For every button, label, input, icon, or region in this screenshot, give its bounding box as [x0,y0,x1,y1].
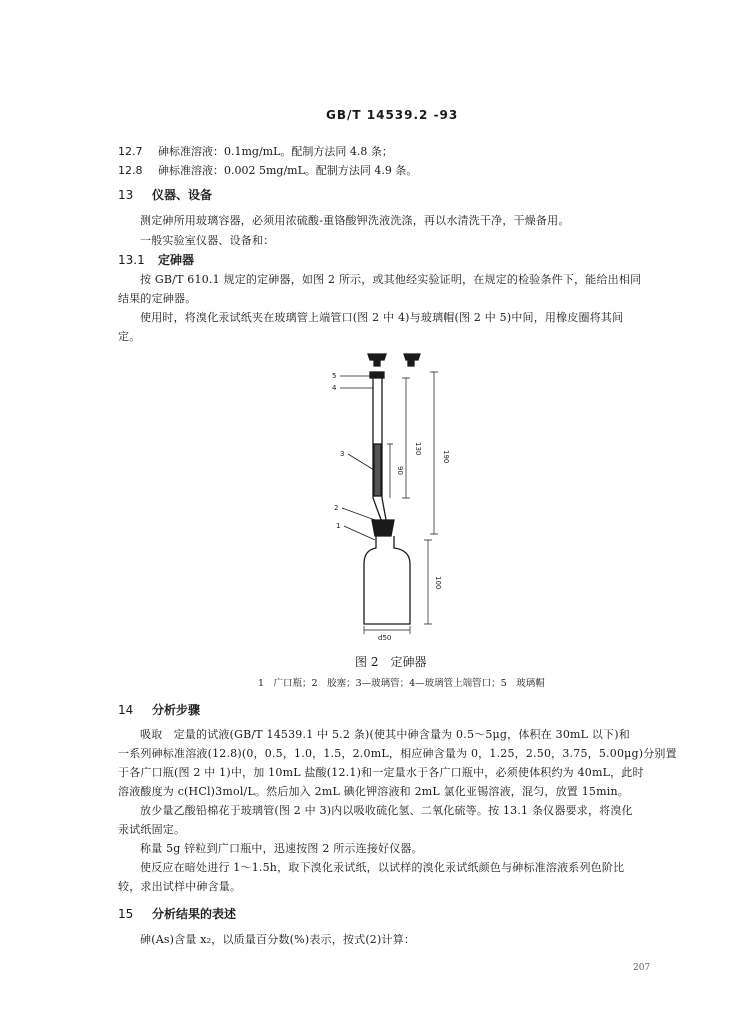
page-number: 207 [633,963,651,973]
paragraph: 定。 [118,330,141,343]
dimension-line [424,540,432,624]
label-1: 1 [336,522,341,530]
paragraph-line: 放少量乙酸铅棉花于玻璃管(图 2 中 3)内以吸收硫化氢、二氧化硫等。按 13.1 条仪器要求，将溴化 [140,804,633,817]
cotton-packing-icon [374,444,381,496]
item-number: 12.8 [118,164,143,177]
item-12-8 [118,162,417,178]
dimension-line [402,378,410,498]
subsection-number: 13.1 [118,253,145,267]
figure-legend: 1 广口瓶；2 胶塞；3—玻璃管；4—玻璃管上端管口；5 玻璃帽 [258,678,545,689]
paragraph: 结果的定砷器。 [118,292,197,305]
label-3: 3 [340,450,345,458]
label-2: 2 [334,504,339,512]
leader-line [342,508,375,520]
item-text: 砷标准溶液：0.002 5mg/mL。配制方法同 4.9 条。 [158,164,418,177]
dimension-190: 190 [442,450,450,464]
wide-mouth-bottle-icon [364,536,410,624]
glass-tube-wall [382,378,387,530]
standard-code: GB/T 14539.2 -93 [326,108,459,122]
section-title: 仪器、设备 [152,188,213,202]
leader-line [344,526,375,540]
leader-line [348,454,374,470]
glass-cap-icon [404,354,420,366]
paragraph-line: 溶液酸度为 c(HCl)3mol/L。然后加入 2mL 碘化钾溶液和 2mL 氯化亚锡溶液，混匀，放置 15min。 [118,785,629,798]
item-12-7 [118,143,393,159]
paragraph-line: 汞试纸固定。 [118,823,186,836]
paragraph: 砷(As)含量 x₂，以质量百分数(%)表示，按式(2)计算： [140,933,416,946]
rubber-stopper-icon [372,520,394,536]
subsection-title: 定砷器 [158,253,195,267]
paragraph: 按 GB/T 610.1 规定的定砷器，如图 2 所示，或其他经实验证明，在规定的检验条件下，能给出相同 [140,273,642,286]
dimension-130: 130 [414,442,422,456]
glass-cap-icon [368,354,386,366]
section-15-heading [118,905,236,922]
figure-caption: 图 2 定砷器 [355,655,427,669]
paragraph-line: 于各广口瓶(图 2 中 1)中，加 10mL 盐酸(12.1)和一定量水于各广口瓶中，必须使体积约为 40mL，此时 [118,766,644,779]
paragraph-line: 称量 5g 锌粒到广口瓶中，迅速按图 2 所示连接好仪器。 [140,842,423,855]
dimension-line [430,372,438,534]
section-title: 分析步骤 [152,703,201,717]
label-5: 5 [332,372,337,380]
section-title: 分析结果的表述 [152,907,237,921]
paragraph: 一般实验室仪器、设备和： [140,234,275,247]
item-text: 砷标准溶液：0.1mg/mL。配制方法同 4.8 条； [158,145,393,158]
section-13-heading [118,186,212,203]
paragraph-line: 吸取 定量的试液(GB/T 14539.1 中 5.2 条)(使其中砷含量为 0.5～5μg，体积在 30mL 以下)和 [140,728,630,741]
arsenic-apparatus-figure [330,350,460,640]
dimension-line [387,444,393,498]
dimension-100: 100 [434,576,442,590]
section-number: 13 [118,188,134,202]
section-number: 15 [118,907,134,921]
dimension-90: 90 [396,466,404,475]
paragraph: 使用时，将溴化汞试纸夹在玻璃管上端管口(图 2 中 4)与玻璃帽(图 2 中 5)中间，用橡皮圈将其间 [140,311,624,324]
paragraph-line: 一系列砷标准溶液(12.8)(0，0.5，1.0，1.5，2.0mL，相应砷含量为 0，1.25，2.50，3.75，5.00μg)分别置 [118,747,677,760]
subsection-13-1-heading [118,251,194,268]
paragraph-line: 使反应在暗处进行 1～1.5h，取下溴化汞试纸，以试样的溴化汞试纸颜色与砷标准溶液系列色阶比 [140,861,625,874]
dimension-d50: d50 [378,634,392,640]
label-4: 4 [332,384,337,392]
paragraph: 测定砷所用玻璃容器，必须用浓硫酸-重铬酸钾洗液洗涤，再以水清洗干净，干燥备用。 [140,214,570,227]
item-number: 12.7 [118,145,143,158]
dimension-line [364,626,410,634]
tube-mouth-icon [370,372,384,378]
paragraph-line: 较，求出试样中砷含量。 [118,880,242,893]
section-14-heading [118,701,200,718]
section-number: 14 [118,703,134,717]
